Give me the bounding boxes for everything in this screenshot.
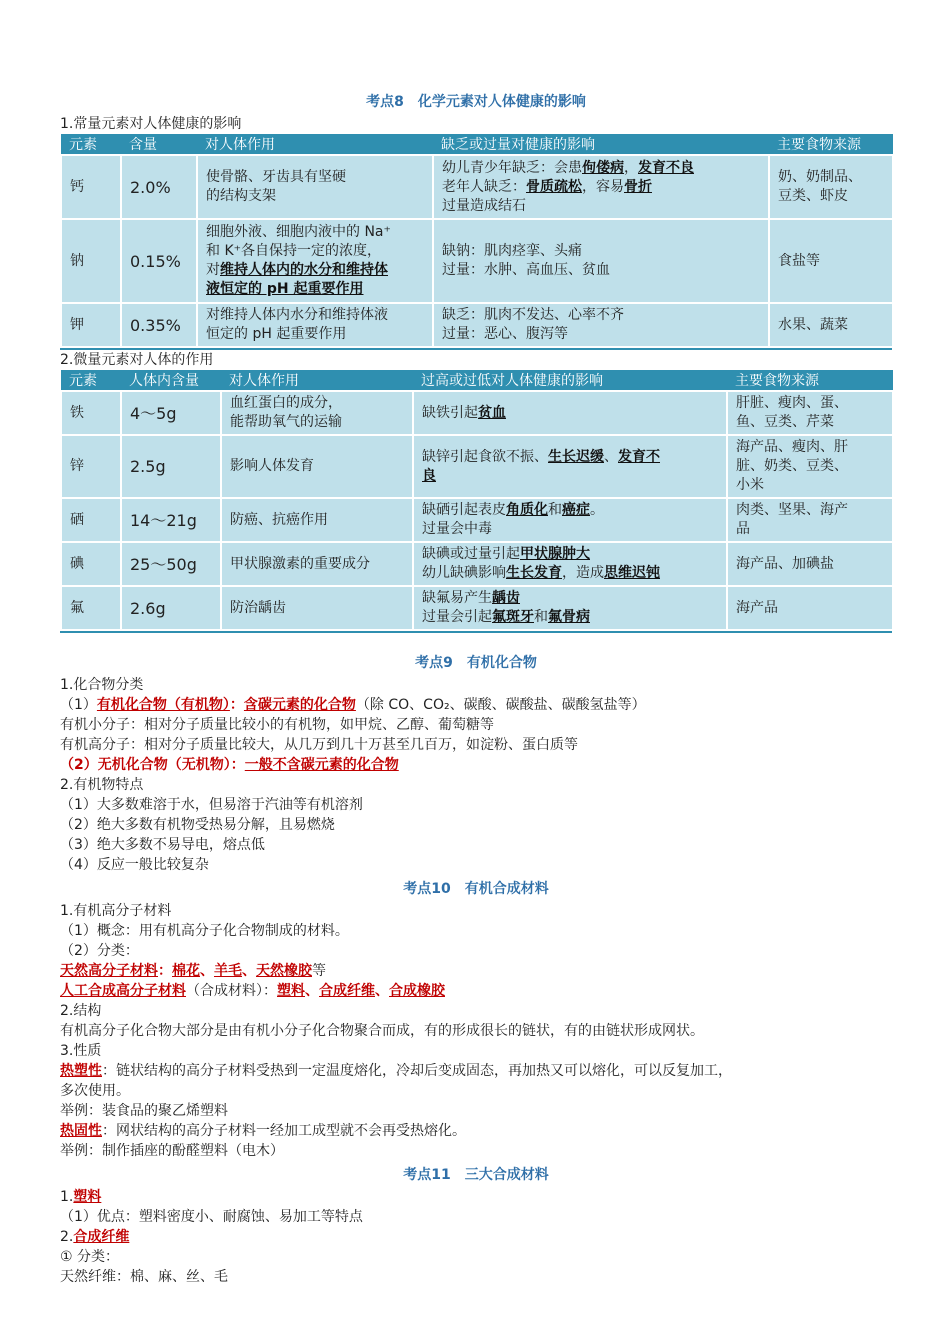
- text-line: 1.化合物分类: [60, 677, 144, 693]
- food-cell: 肉类、坚果、海产 品: [727, 498, 893, 542]
- text-line: 热固性：网状结构的高分子材料一经加工成型就不会再受热熔化。: [60, 1123, 466, 1139]
- text-line: （4）反应一般比较复杂: [60, 857, 209, 873]
- macro-elements-table-wrap: [60, 134, 892, 350]
- text-line: （3）绝大多数不易导电，熔点低: [60, 837, 265, 853]
- food-cell: 食盐等: [769, 219, 893, 303]
- role-cell: 防癌、抗癌作用: [221, 498, 413, 542]
- table-row: [61, 391, 893, 435]
- food-cell: 海产品、加碘盐: [727, 542, 893, 586]
- text-line: 有机小分子：相对分子质量比较小的有机物，如甲烷、乙醇、葡萄糖等: [60, 717, 494, 733]
- amount-cell: 0.15%: [121, 219, 197, 303]
- section-9-title: 考点9 有机化合物: [415, 655, 537, 671]
- table-header-row: [61, 134, 893, 155]
- trace-elements-table-wrap: [60, 370, 892, 633]
- role-cell: 对维持人体内水分和维持体液 恒定的 pH 起重要作用: [197, 303, 433, 347]
- effect-cell: 缺铁引起贫血: [413, 391, 727, 435]
- role-cell: 影响人体发育: [221, 435, 413, 498]
- text-line: 3.性质: [60, 1043, 102, 1059]
- effect-cell: 缺碘或过量引起甲状腺肿大 幼儿缺碘影响生长发育，造成思维迟钝: [413, 542, 727, 586]
- table-row: [61, 435, 893, 498]
- col-header: 过高或过低对人体健康的影响: [413, 370, 727, 391]
- table-row: [61, 498, 893, 542]
- element-cell: 锌: [61, 435, 121, 498]
- text-line: （2）分类：: [60, 943, 139, 959]
- effect-cell: 缺氟易产生龋齿 过量会引起氟斑牙和氟骨病: [413, 586, 727, 630]
- element-cell: 硒: [61, 498, 121, 542]
- effect-cell: 幼儿青少年缺乏：会患佝偻病，发育不良 老年人缺乏：骨质疏松，容易骨折 过量造成结石: [433, 155, 769, 219]
- amount-cell: 4～5g: [121, 391, 221, 435]
- text-line: （1）有机化合物（有机物）：含碳元素的化合物（除 CO、CO₂、碳酸、碳酸盐、碳酸氢盐等）: [60, 697, 646, 713]
- col-header: 对人体作用: [221, 370, 413, 391]
- text-line: ① 分类：: [60, 1249, 120, 1265]
- text-line: 2.合成纤维: [60, 1229, 130, 1245]
- text-line: 2.结构: [60, 1003, 102, 1019]
- amount-cell: 25～50g: [121, 542, 221, 586]
- text-line: （2）绝大多数有机物受热易分解，且易燃烧: [60, 817, 335, 833]
- col-header: 主要食物来源: [727, 370, 893, 391]
- text-line: 天然高分子材料：棉花、羊毛、天然橡胶等: [60, 963, 326, 979]
- macro-elements-table: [60, 134, 894, 348]
- text-line: 1.塑料: [60, 1189, 102, 1205]
- text-line: 热塑性：链状结构的高分子材料受热到一定温度熔化，冷却后变成固态，再加热又可以熔化，可以反复加工，: [60, 1063, 732, 1079]
- trace-elements-table: [60, 370, 894, 631]
- element-cell: 碘: [61, 542, 121, 586]
- section-8-title: 考点8 化学元素对人体健康的影响: [366, 94, 586, 110]
- text-line: 有机高分子：相对分子质量比较大，从几万到几十万甚至几百万，如淀粉、蛋白质等: [60, 737, 578, 753]
- amount-cell: 0.35%: [121, 303, 197, 347]
- document-page: [60, 88, 892, 1287]
- amount-cell: 14～21g: [121, 498, 221, 542]
- element-cell: 氟: [61, 586, 121, 630]
- col-header: 主要食物来源: [769, 134, 893, 155]
- text-line: 举例：制作插座的酚醛塑料（电木）: [60, 1143, 284, 1159]
- text-line: 有机高分子化合物大部分是由有机小分子化合物聚合而成，有的形成很长的链状，有的由链状形成网状。: [60, 1023, 704, 1039]
- role-cell: 使骨骼、牙齿具有坚硬 的结构支架: [197, 155, 433, 219]
- element-cell: 钾: [61, 303, 121, 347]
- food-cell: 肝脏、瘦肉、蛋、 鱼、豆类、芹菜: [727, 391, 893, 435]
- table-row: [61, 219, 893, 303]
- text-line: 2.有机物特点: [60, 777, 144, 793]
- amount-cell: 2.5g: [121, 435, 221, 498]
- element-cell: 钠: [61, 219, 121, 303]
- text-line: 举例：装食品的聚乙烯塑料: [60, 1103, 228, 1119]
- table-row: [61, 303, 893, 347]
- amount-cell: 2.6g: [121, 586, 221, 630]
- food-cell: 海产品: [727, 586, 893, 630]
- text-line: 1.有机高分子材料: [60, 903, 172, 919]
- role-cell: 血红蛋白的成分， 能帮助氧气的运输: [221, 391, 413, 435]
- subheading-trace-elements: 2.微量元素对人体的作用: [60, 352, 214, 368]
- text-line: 多次使用。: [60, 1083, 130, 1099]
- effect-cell: 缺钠：肌肉痉挛、头痛 过量：水肿、高血压、贫血: [433, 219, 769, 303]
- section-11-title: 考点11 三大合成材料: [403, 1167, 549, 1183]
- element-cell: 铁: [61, 391, 121, 435]
- element-cell: 钙: [61, 155, 121, 219]
- effect-cell: 缺硒引起表皮角质化和癌症。 过量会中毒: [413, 498, 727, 542]
- col-header: 对人体作用: [197, 134, 433, 155]
- table-row: [61, 586, 893, 630]
- col-header: 含量: [121, 134, 197, 155]
- role-cell: 防治龋齿: [221, 586, 413, 630]
- col-header: 元素: [61, 134, 121, 155]
- col-header: 缺乏或过量对健康的影响: [433, 134, 769, 155]
- role-cell: 细胞外液、细胞内液中的 Na⁺ 和 K⁺各自保持一定的浓度， 对维持人体内的水分和维持体 液恒定的 pH 起重要作用: [197, 219, 433, 303]
- text-line: （1）概念：用有机高分子化合物制成的材料。: [60, 923, 349, 939]
- food-cell: 海产品、瘦肉、肝 脏、奶类、豆类、 小米: [727, 435, 893, 498]
- table-row: [61, 542, 893, 586]
- section-10-title: 考点10 有机合成材料: [403, 881, 549, 897]
- col-header: 人体内含量: [121, 370, 221, 391]
- effect-cell: 缺乏：肌肉不发达、心率不齐 过量：恶心、腹泻等: [433, 303, 769, 347]
- subheading-macro-elements: 1.常量元素对人体健康的影响: [60, 116, 242, 132]
- text-line: （1）大多数难溶于水，但易溶于汽油等有机溶剂: [60, 797, 363, 813]
- food-cell: 奶、奶制品、 豆类、虾皮: [769, 155, 893, 219]
- text-line: （1）优点：塑料密度小、耐腐蚀、易加工等特点: [60, 1209, 363, 1225]
- amount-cell: 2.0%: [121, 155, 197, 219]
- text-line: 人工合成高分子材料（合成材料）：塑料、合成纤维、合成橡胶: [60, 983, 445, 999]
- col-header: 元素: [61, 370, 121, 391]
- text-line: 天然纤维：棉、麻、丝、毛: [60, 1269, 228, 1285]
- table-header-row: [61, 370, 893, 391]
- role-cell: 甲状腺激素的重要成分: [221, 542, 413, 586]
- effect-cell: 缺锌引起食欲不振、生长迟缓、发育不 良: [413, 435, 727, 498]
- food-cell: 水果、蔬菜: [769, 303, 893, 347]
- text-line: （2）无机化合物（无机物）：一般不含碳元素的化合物: [60, 757, 399, 773]
- table-row: [61, 155, 893, 219]
